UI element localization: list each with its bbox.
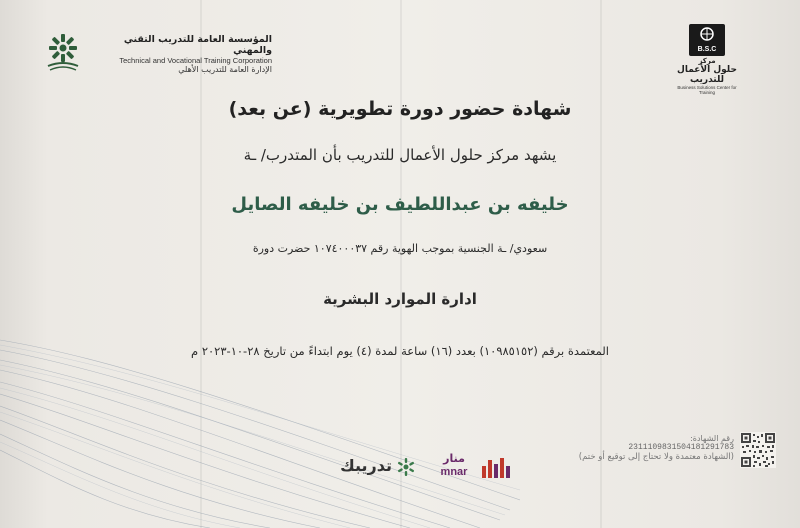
- trainee-name: خليفه بن عبداللطيف بن خليفه الصايل: [231, 194, 569, 215]
- tvtc-star-logo-icon: [42, 30, 84, 72]
- bsc-header: [672, 24, 742, 95]
- nationality-id-line: سعودي/ ـة الجنسية بموجب الهوية رقم ١٠٧٤٠٠٠٣٧ حضرت دورة: [252, 242, 548, 255]
- certificate-title: شهادة حضور دورة تطويرية (عن بعد): [228, 98, 572, 120]
- certificate-note: (الشهادة معتمدة ولا تحتاج إلى توقيع أو ختم): [578, 452, 734, 462]
- bsc-arabic-name: حلول الأعمال للتدريب: [677, 65, 737, 85]
- bsc-arabic-small: مركز: [698, 57, 716, 65]
- tvtc-header: [42, 30, 272, 74]
- certificate-number: 2311109831504181291783: [628, 443, 734, 452]
- qr-code-icon[interactable]: [740, 432, 776, 468]
- mnar-logo: [434, 452, 518, 482]
- mnar-latin: mnar: [440, 466, 468, 478]
- certificate-number-label: رقم الشهادة:: [690, 434, 734, 443]
- certifies-line: يشهد مركز حلول الأعمال للتدريب بأن المتدرب/ ـة: [243, 146, 557, 164]
- mnar-arabic: منار: [443, 452, 465, 465]
- decorative-waves: [0, 300, 520, 528]
- mnar-logo-icon: [480, 456, 514, 480]
- tvtc-arabic-name: المؤسسة العامة للتدريب التقني والمهني: [123, 34, 272, 56]
- tadreeb-logo-text: تدريبك: [340, 456, 392, 475]
- accreditation-line: المعتمدة برقم (١٠٩٨٥١٥٢) بعدد (١٦) ساعة لمدة (٤) يوم ابتداءً من تاريخ ٢٨-١٠-٢٠٢٣ م: [191, 344, 609, 358]
- bsc-logo-caption: B.S.C: [697, 46, 717, 53]
- bsc-logo-icon: [689, 24, 725, 56]
- bsc-english-name: Business Solutions Center for Training: [677, 85, 737, 95]
- tadreeb-logo-icon: [396, 457, 416, 477]
- tadreeb-logo: [330, 454, 416, 480]
- course-name: ادارة الموارد البشرية: [323, 290, 477, 308]
- tvtc-department: الإدارة العامة للتدريب الأهلي: [178, 65, 272, 74]
- tvtc-english-name: Technical and Vocational Training Corporation: [119, 56, 272, 65]
- certificate-verification: [536, 432, 776, 472]
